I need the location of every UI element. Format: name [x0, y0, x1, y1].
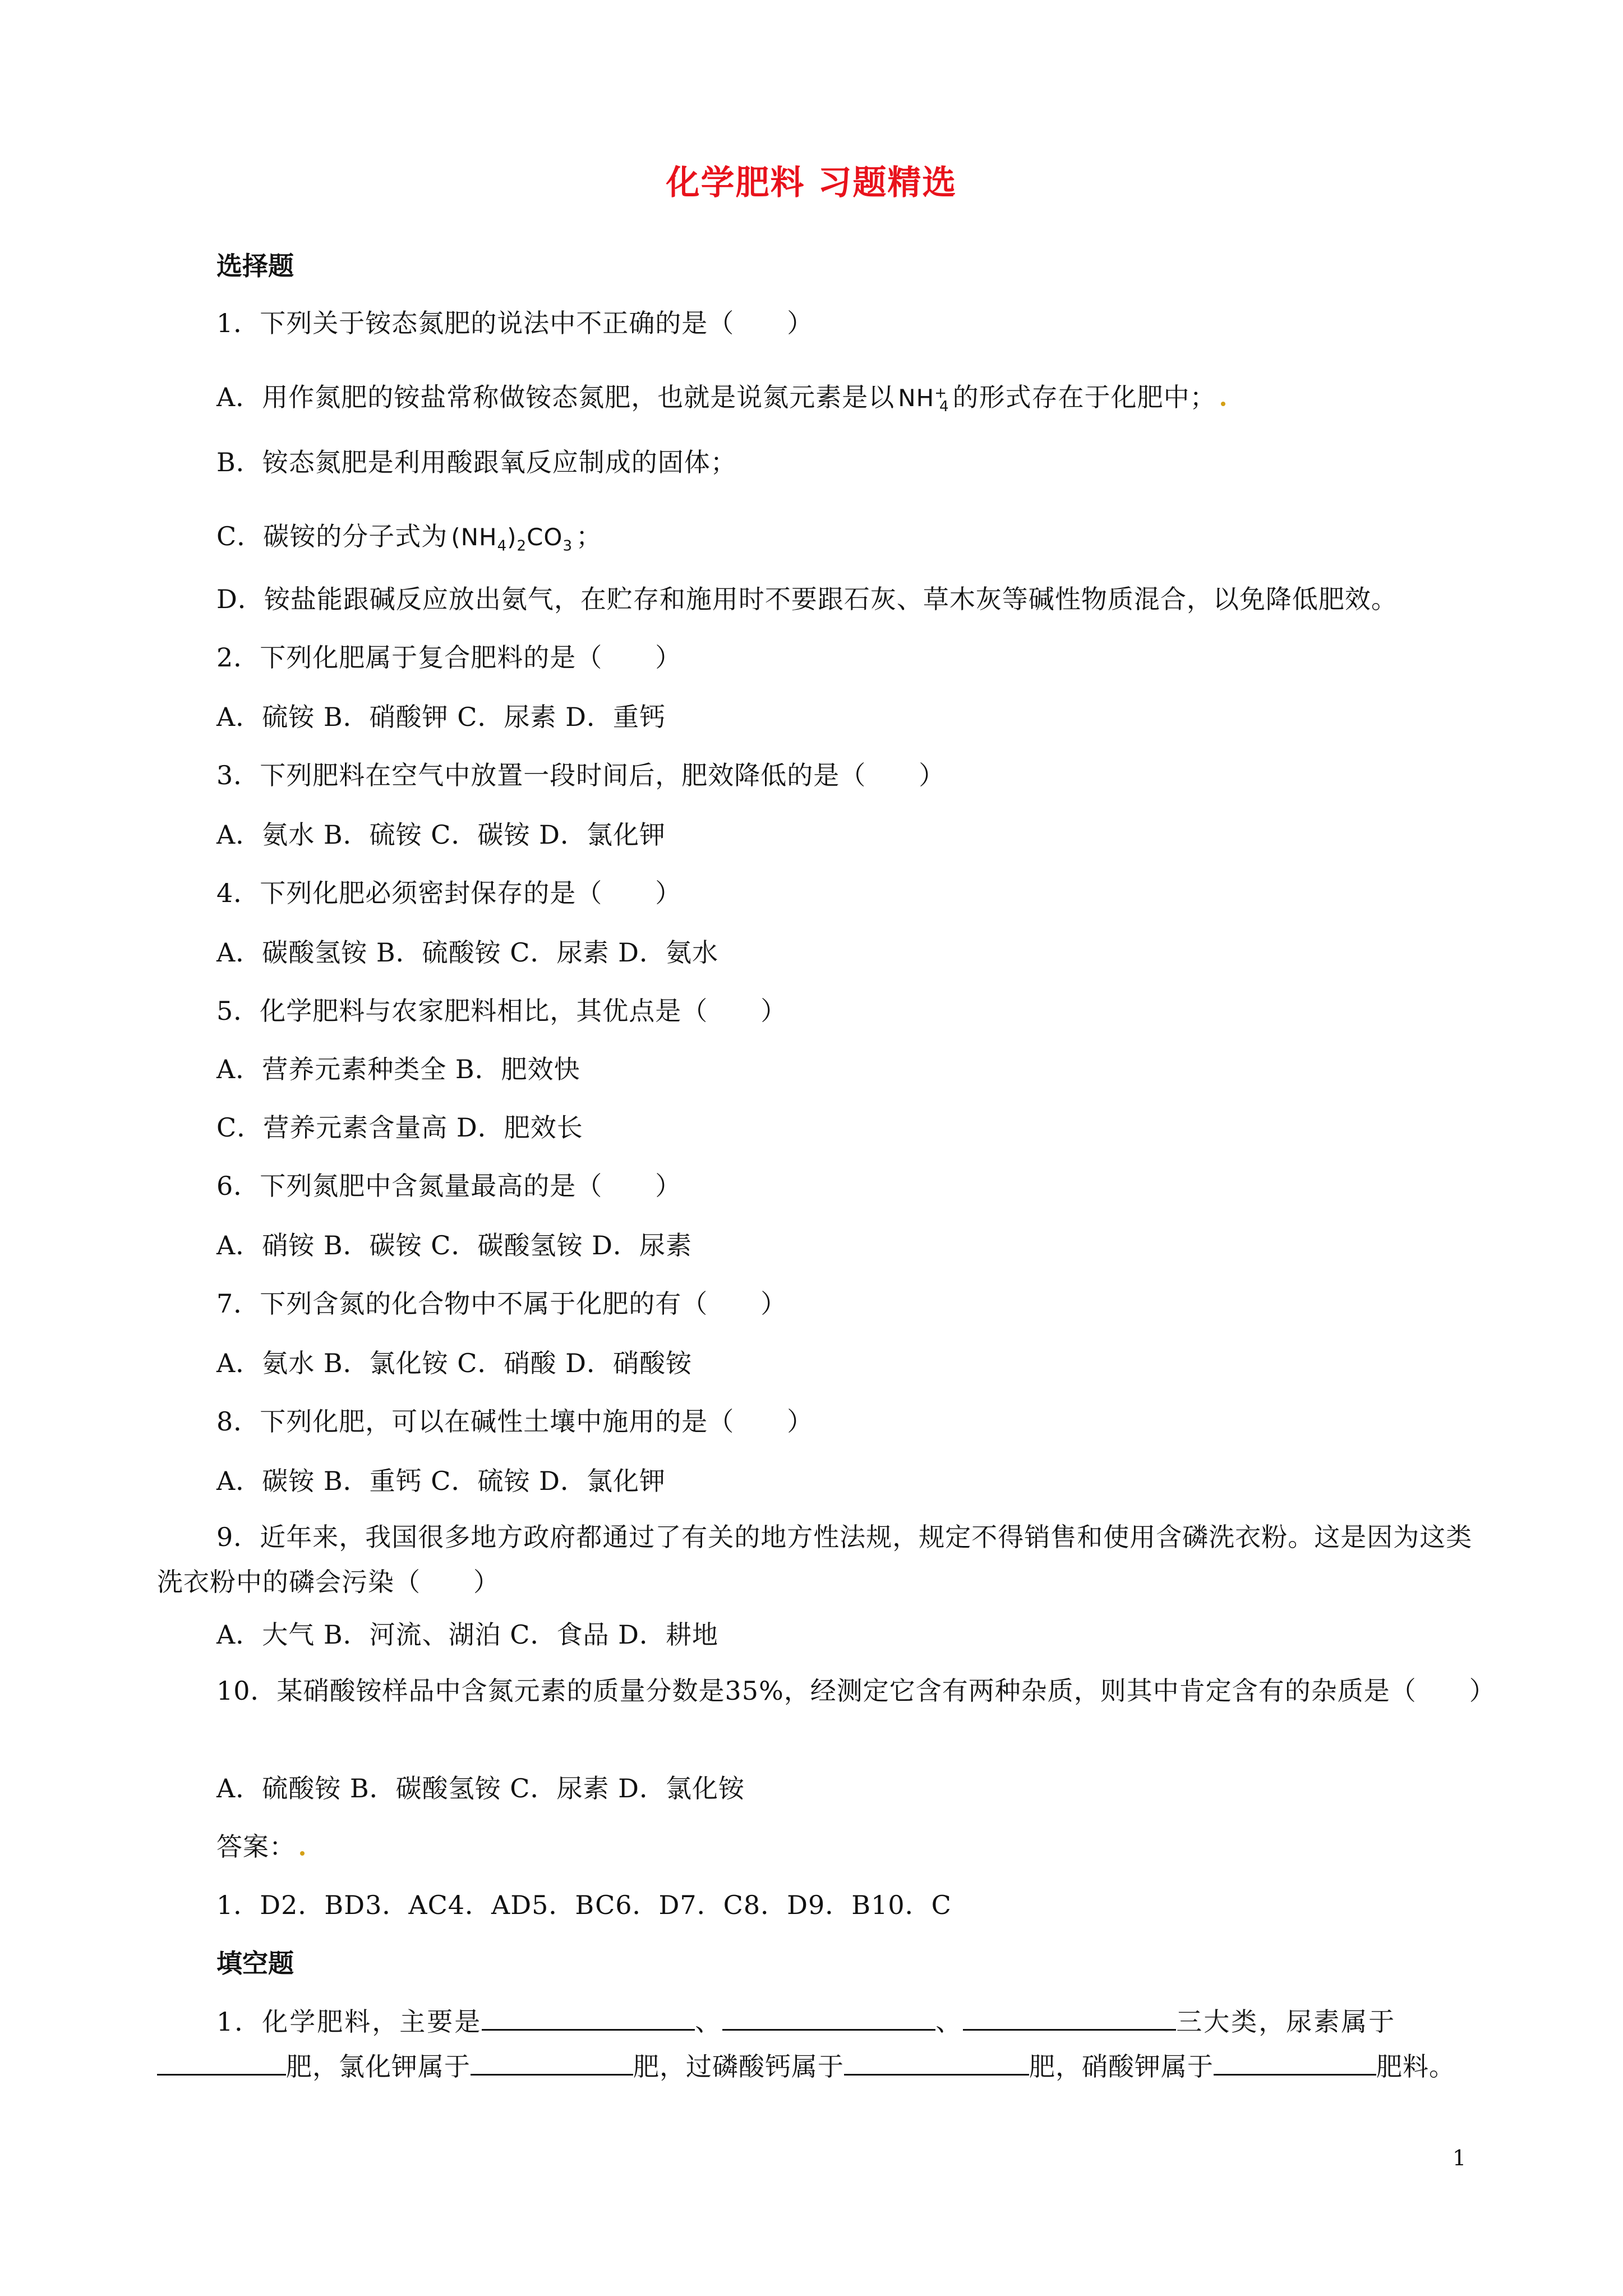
- question-1-option-b: B．铵态氮肥是利用酸跟氧反应制成的固体；: [216, 447, 737, 477]
- ammonium-ion-formula: [898, 384, 949, 415]
- question-3-options: A．氨水 B．硫铵 C．碳铵 D．氯化钾: [216, 820, 666, 850]
- question-5-options: A．营养元素种类全 B．肥效快: [216, 1054, 580, 1084]
- question-10-stem: 10．某硝酸铵样品中含氮元素的质量分数是35%，经测定它含有两种杂质，则其中肯定含有的杂质是（ ）: [216, 1676, 1496, 1706]
- page-number: 1: [1453, 2146, 1467, 2170]
- fill-blank-5[interactable]: [471, 2051, 633, 2076]
- formula-sub2: 2: [517, 537, 527, 555]
- option-c-text-pre: C．碳铵的分子式为: [216, 521, 448, 551]
- question-5-options-2: C．营养元素含量高 D．肥效长: [216, 1112, 583, 1143]
- question-8-stem: 8．下列化肥，可以在碱性土壤中施用的是（ ）: [216, 1406, 814, 1437]
- fill-text-6: 肥料。: [1376, 2051, 1455, 2082]
- mark-dot: [300, 1851, 305, 1856]
- question-5-stem: 5．化学肥料与农家肥料相比，其优点是（ ）: [216, 996, 787, 1026]
- fill-blank-2[interactable]: [722, 2007, 935, 2031]
- question-4-stem: 4．下列化肥必须密封保存的是（ ）: [216, 878, 682, 908]
- formula-sub1: 4: [497, 537, 508, 555]
- fill-question-1-line-2: [157, 2046, 1455, 2083]
- fill-sep-2: 、: [935, 2007, 963, 2037]
- answers-label-text: 答案：: [216, 1832, 296, 1862]
- fill-blank-6[interactable]: [844, 2051, 1029, 2076]
- formula-open: (NH: [451, 523, 497, 551]
- fill-blank-1[interactable]: [482, 2007, 695, 2031]
- question-8-options: A．碳铵 B．重钙 C．硫铵 D．氯化钾: [216, 1466, 666, 1496]
- question-9-options: A．大气 B．河流、湖泊 C．食品 D．耕地: [216, 1619, 718, 1650]
- question-1-option-d: D．铵盐能跟碱反应放出氨气，在贮存和施用时不要跟石灰、草木灰等碱性物质混合，以免降低肥效。: [216, 584, 1398, 614]
- formula-co: CO: [527, 523, 563, 551]
- question-1-stem: 1．下列关于铵态氮肥的说法中不正确的是（ ）: [216, 308, 814, 338]
- question-2-options: A．硫铵 B．硝酸钾 C．尿素 D．重钙: [216, 702, 666, 732]
- fill-text-4: 肥，过磷酸钙属于: [633, 2051, 844, 2082]
- fill-blank-7[interactable]: [1214, 2051, 1376, 2076]
- formula-charge: +: [934, 385, 948, 402]
- section-heading-choice: 选择题: [216, 251, 294, 281]
- answers-label: [216, 1826, 305, 1864]
- page-title: 化学肥料 习题精选: [666, 163, 957, 203]
- question-6-stem: 6．下列氮肥中含氮量最高的是（ ）: [216, 1171, 682, 1201]
- formula-sub3: 3: [562, 537, 573, 555]
- fill-sep-1: 、: [695, 2007, 723, 2037]
- formula-close: ): [507, 523, 517, 551]
- question-9-stem: 9．近年来，我国很多地方政府都通过了有关的地方性法规，规定不得销售和使用含磷洗衣粉。这是因为这类洗衣粉中的磷会污染（ ）: [157, 1522, 1473, 1597]
- option-a-text-pre: A．用作氮肥的铵盐常称做铵态氮肥，也就是说氮元素是以: [216, 382, 895, 412]
- option-c-text-post: ；: [576, 521, 603, 551]
- question-10-options: A．硫酸铵 B．碳酸氢铵 C．尿素 D．氯化铵: [216, 1773, 745, 1803]
- question-7-stem: 7．下列含氮的化合物中不属于化肥的有（ ）: [216, 1289, 787, 1319]
- formula-nh: NH: [898, 384, 935, 412]
- question-1-option-c: [216, 516, 602, 554]
- fill-blank-3[interactable]: [963, 2007, 1176, 2031]
- formula-subscript: 4: [939, 398, 949, 416]
- question-4-options: A．碳酸氢铵 B．硫酸铵 C．尿素 D．氨水: [216, 937, 718, 968]
- fill-blank-4[interactable]: [157, 2051, 286, 2076]
- question-1-option-a: [216, 377, 1225, 415]
- mark-dot: [1221, 402, 1225, 406]
- question-7-options: A．氨水 B．氯化铵 C．硝酸 D．硝酸铵: [216, 1348, 692, 1378]
- answers-text: 1．D2．BD3．AC4．AD5．BC6．D7．C8．D9．B10．C: [216, 1890, 952, 1920]
- question-2-stem: 2．下列化肥属于复合肥料的是（ ）: [216, 642, 682, 673]
- fill-text-3: 肥，氯化钾属于: [286, 2051, 471, 2082]
- question-3-stem: 3．下列肥料在空气中放置一段时间后，肥效降低的是（ ）: [216, 760, 946, 790]
- ammonium-carbonate-formula: [451, 523, 573, 554]
- section-heading-fill: 填空题: [216, 1948, 294, 1978]
- question-6-options: A．硝铵 B．碳铵 C．碳酸氢铵 D．尿素: [216, 1230, 692, 1260]
- fill-text-1: 1．化学肥料，主要是: [216, 2007, 482, 2037]
- fill-text-2: 三大类，尿素属于: [1176, 2007, 1396, 2037]
- fill-text-5: 肥，硝酸钾属于: [1029, 2051, 1214, 2082]
- option-a-text-post: 的形式存在于化肥中；: [952, 382, 1216, 412]
- fill-question-1-line-1: [216, 2001, 1396, 2039]
